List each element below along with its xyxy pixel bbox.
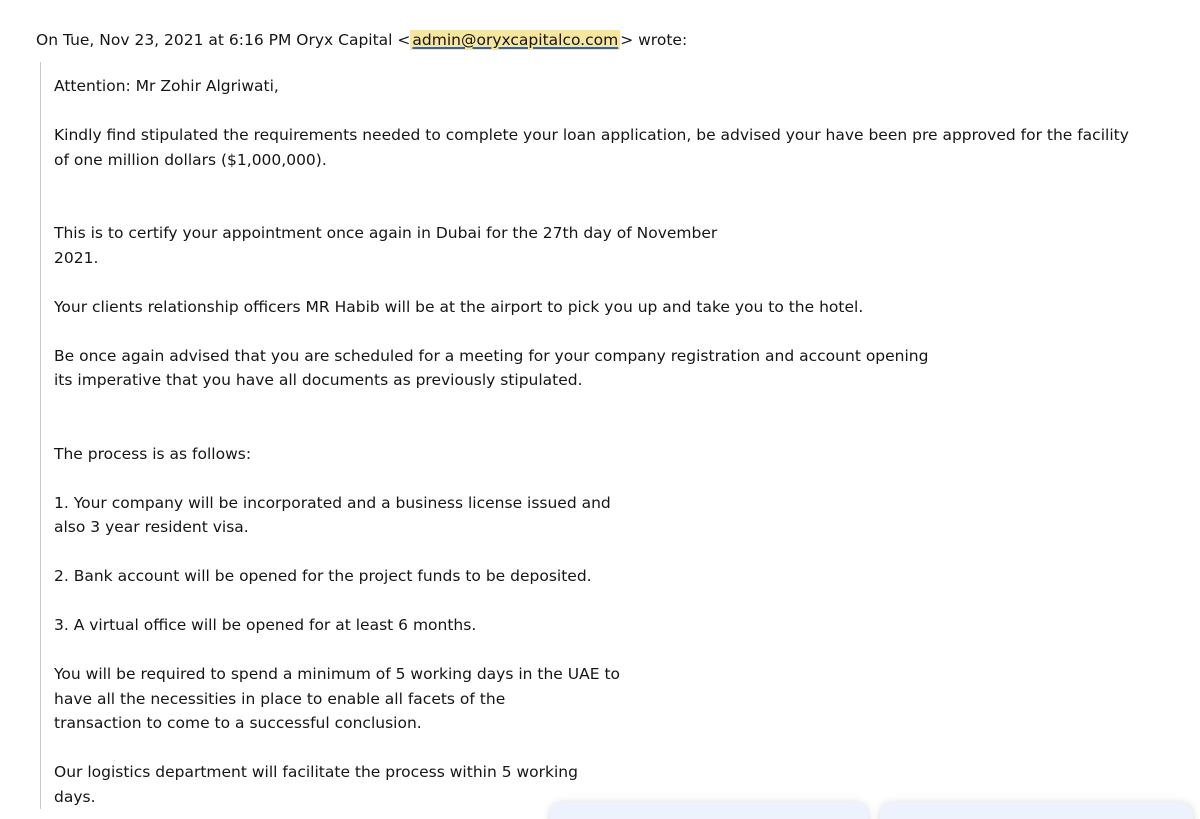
- quote-line: days.: [54, 787, 96, 806]
- quote-line: Be once again advised that you are scheduled for a meeting for your company registration and account opening: [54, 346, 929, 365]
- quoted-message-text: [54, 74, 1200, 809]
- quote-line: [54, 417, 1200, 442]
- quote-line: 2021.: [54, 248, 99, 267]
- quoted-message: [40, 62, 1200, 809]
- quote-line: 2. Bank account will be opened for the project funds to be deposited.: [54, 567, 592, 585]
- quote-line: [54, 270, 1200, 295]
- quote-line: [54, 466, 1200, 491]
- quote-line: of one million dollars ($1,000,000).: [54, 150, 327, 169]
- smart-reply-chip-2[interactable]: [880, 802, 1193, 819]
- quote-line: [54, 99, 1200, 124]
- quote-line: [54, 197, 1200, 222]
- smart-reply-chip-1[interactable]: [550, 802, 868, 819]
- quote-line: [54, 393, 1200, 418]
- quote-line: Your clients relationship officers MR Habib will be at the airport to pick you up and take you to the hotel.: [54, 297, 864, 316]
- quote-line: Attention: Mr Zohir Algriwati,: [54, 77, 279, 95]
- quote-line: Kindly find stipulated the requirements needed to complete your loan application, be advised your have been pre approved for the facility: [54, 126, 1129, 144]
- quote-line: 3. A virtual office will be opened for at least 6 months.: [54, 616, 477, 634]
- quote-line: [54, 589, 1200, 614]
- quote-line: [54, 172, 1200, 197]
- quote-line: [54, 736, 1200, 761]
- quote-attribution-suffix: > wrote:: [620, 31, 688, 49]
- quote-line: Our logistics department will facilitate the process within 5 working: [54, 763, 578, 781]
- quote-line: also 3 year resident visa.: [54, 518, 249, 536]
- quote-line: [54, 319, 1200, 344]
- quote-attribution-prefix: On Tue, Nov 23, 2021 at 6:16 PM Oryx Capital <: [36, 31, 411, 49]
- quote-attribution: [36, 30, 1200, 50]
- quote-line: its imperative that you have all documents as previously stipulated.: [54, 371, 583, 389]
- quote-line: [54, 540, 1200, 565]
- quote-line: have all the necessities in place to enable all facets of the: [54, 689, 506, 708]
- quote-line: This is to certify your appointment once again in Dubai for the 27th day of November: [54, 224, 718, 242]
- quote-line: The process is as follows:: [54, 444, 252, 463]
- quote-line: [54, 638, 1200, 663]
- quote-line: transaction to come to a successful conclusion.: [54, 714, 422, 732]
- quote-line: You will be required to spend a minimum of 5 working days in the UAE to: [54, 665, 620, 683]
- sender-email-link[interactable]: admin@oryxcapitalco.com: [412, 31, 619, 49]
- quote-line: 1. Your company will be incorporated and a business license issued and: [54, 493, 611, 512]
